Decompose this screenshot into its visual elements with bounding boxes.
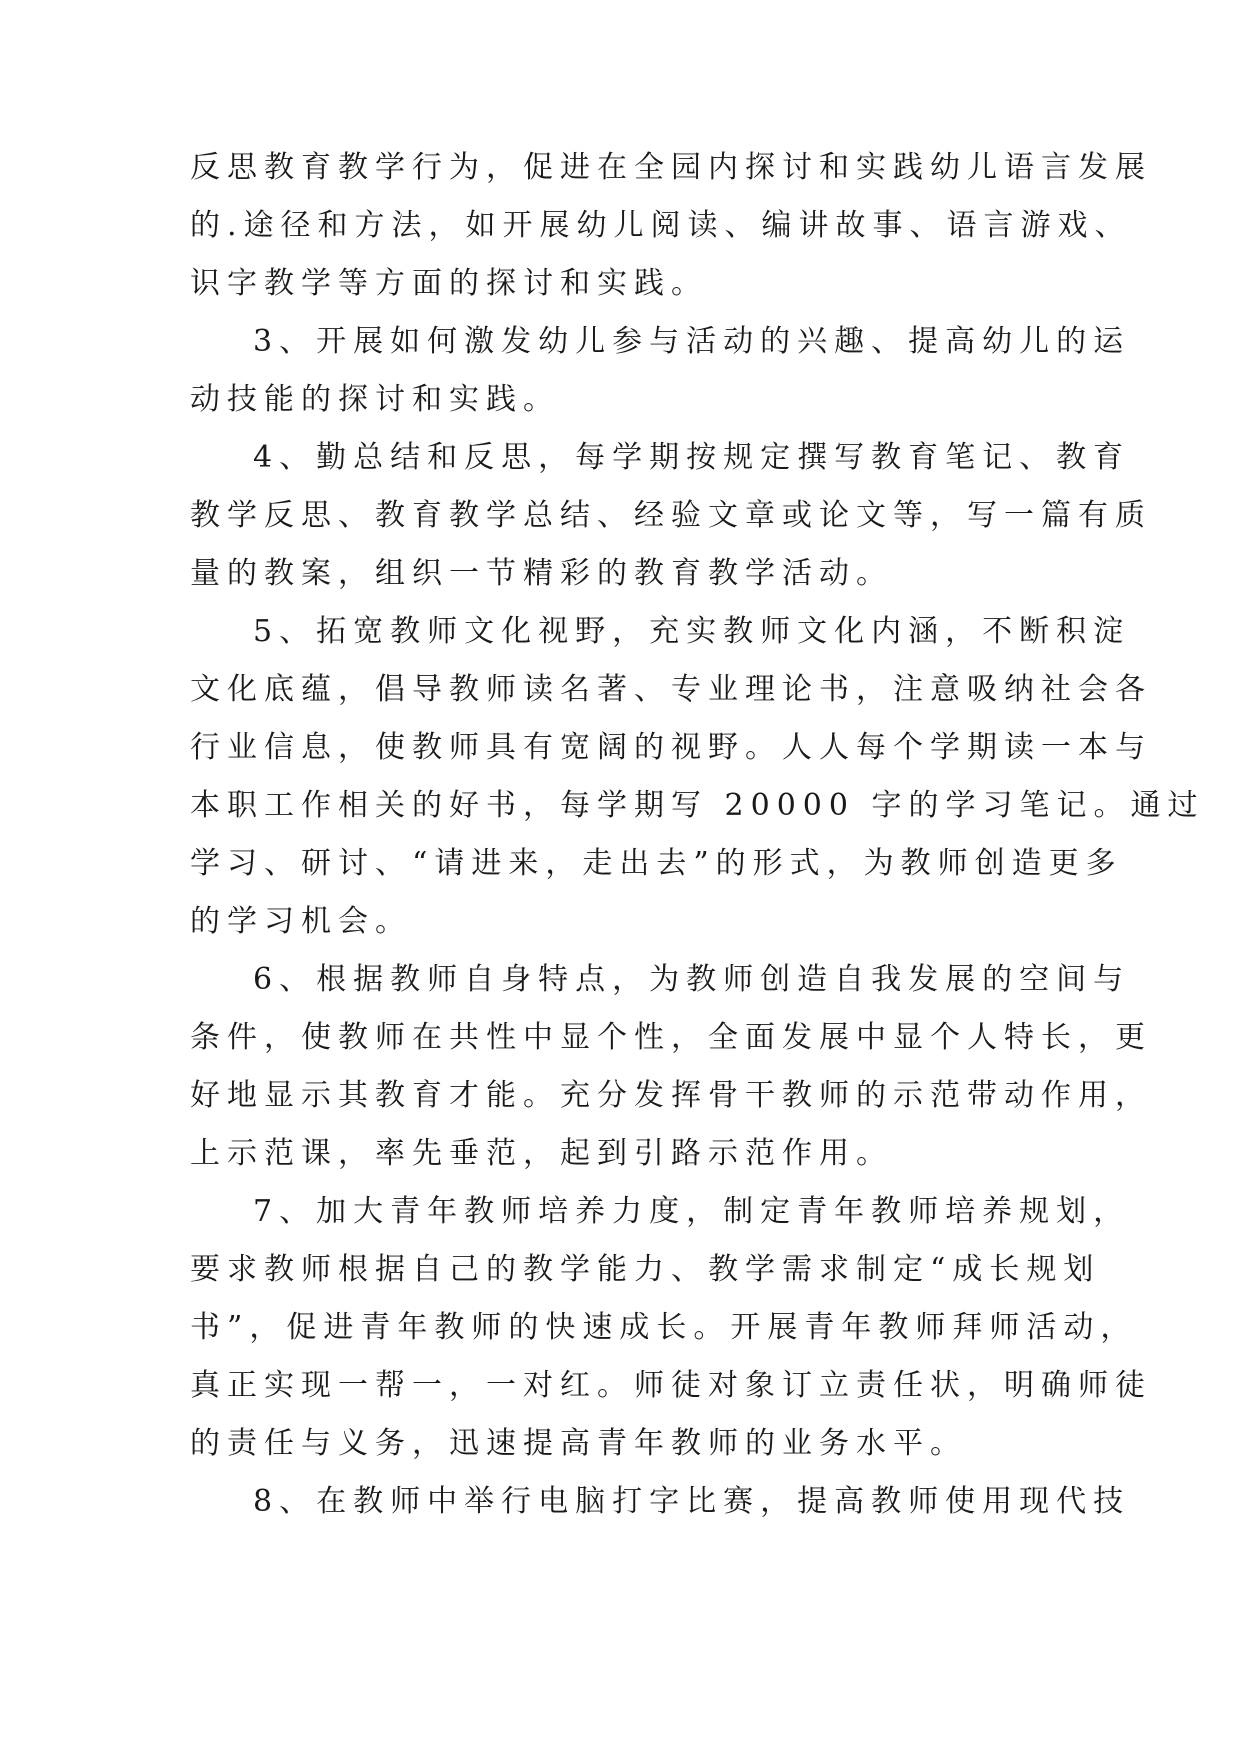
text-line: 教学反思、教育教学总结、经验文章或论文等，写一篇有质 xyxy=(190,498,1152,533)
text-line: 动技能的探讨和实践。 xyxy=(190,382,560,417)
text-line: 条件，使教师在共性中显个性，全面发展中显个人特长，更 xyxy=(190,1020,1152,1055)
text-line: 要求教师根据自己的教学能力、教学需求制定“成长规划 xyxy=(190,1252,1101,1287)
paragraph-5-first-line: 5、拓宽教师文化视野，充实教师文化内涵，不断积淀 xyxy=(253,614,1131,649)
text-line: 识字教学等方面的探讨和实践。 xyxy=(190,266,708,301)
text-line: 学习、研讨、“请进来，走出去”的形式，为教师创造更多 xyxy=(190,846,1123,881)
paragraph-8-first-line: 8、在教师中举行电脑打字比赛，提高教师使用现代技 xyxy=(253,1484,1131,1519)
text-line: 反思教育教学行为，促进在全园内探讨和实践幼儿语言发展 xyxy=(190,150,1152,185)
text-line: 的学习机会。 xyxy=(190,904,412,939)
text-line: 行业信息，使教师具有宽阔的视野。人人每个学期读一本与 xyxy=(190,730,1152,765)
text-line: 量的教案，组织一节精彩的教育教学活动。 xyxy=(190,556,893,591)
text-line: 真正实现一帮一，一对红。师徒对象订立责任状，明确师徒 xyxy=(190,1368,1152,1403)
text-line: 的责任与义务，迅速提高青年教师的业务水平。 xyxy=(190,1426,967,1461)
paragraph-7-first-line: 7、加大青年教师培养力度，制定青年教师培养规划， xyxy=(253,1194,1131,1229)
paragraph-6-first-line: 6、根据教师自身特点，为教师创造自我发展的空间与 xyxy=(253,962,1131,997)
text-line: 上示范课，率先垂范，起到引路示范作用。 xyxy=(190,1136,893,1171)
text-line: 的.途径和方法，如开展幼儿阅读、编讲故事、语言游戏、 xyxy=(190,208,1132,243)
text-line: 文化底蕴，倡导教师读名著、专业理论书，注意吸纳社会各 xyxy=(190,672,1152,707)
text-line: 好地显示其教育才能。充分发挥骨干教师的示范带动作用， xyxy=(190,1078,1152,1113)
paragraph-3-first-line: 3、开展如何激发幼儿参与活动的兴趣、提高幼儿的运 xyxy=(253,324,1131,359)
text-line: 书”，促进青年教师的快速成长。开展青年教师拜师活动， xyxy=(190,1310,1138,1345)
text-line: 本职工作相关的好书，每学期写 20000 字的学习笔记。通过 xyxy=(190,788,1205,823)
paragraph-4-first-line: 4、勤总结和反思，每学期按规定撰写教育笔记、教育 xyxy=(253,440,1131,475)
